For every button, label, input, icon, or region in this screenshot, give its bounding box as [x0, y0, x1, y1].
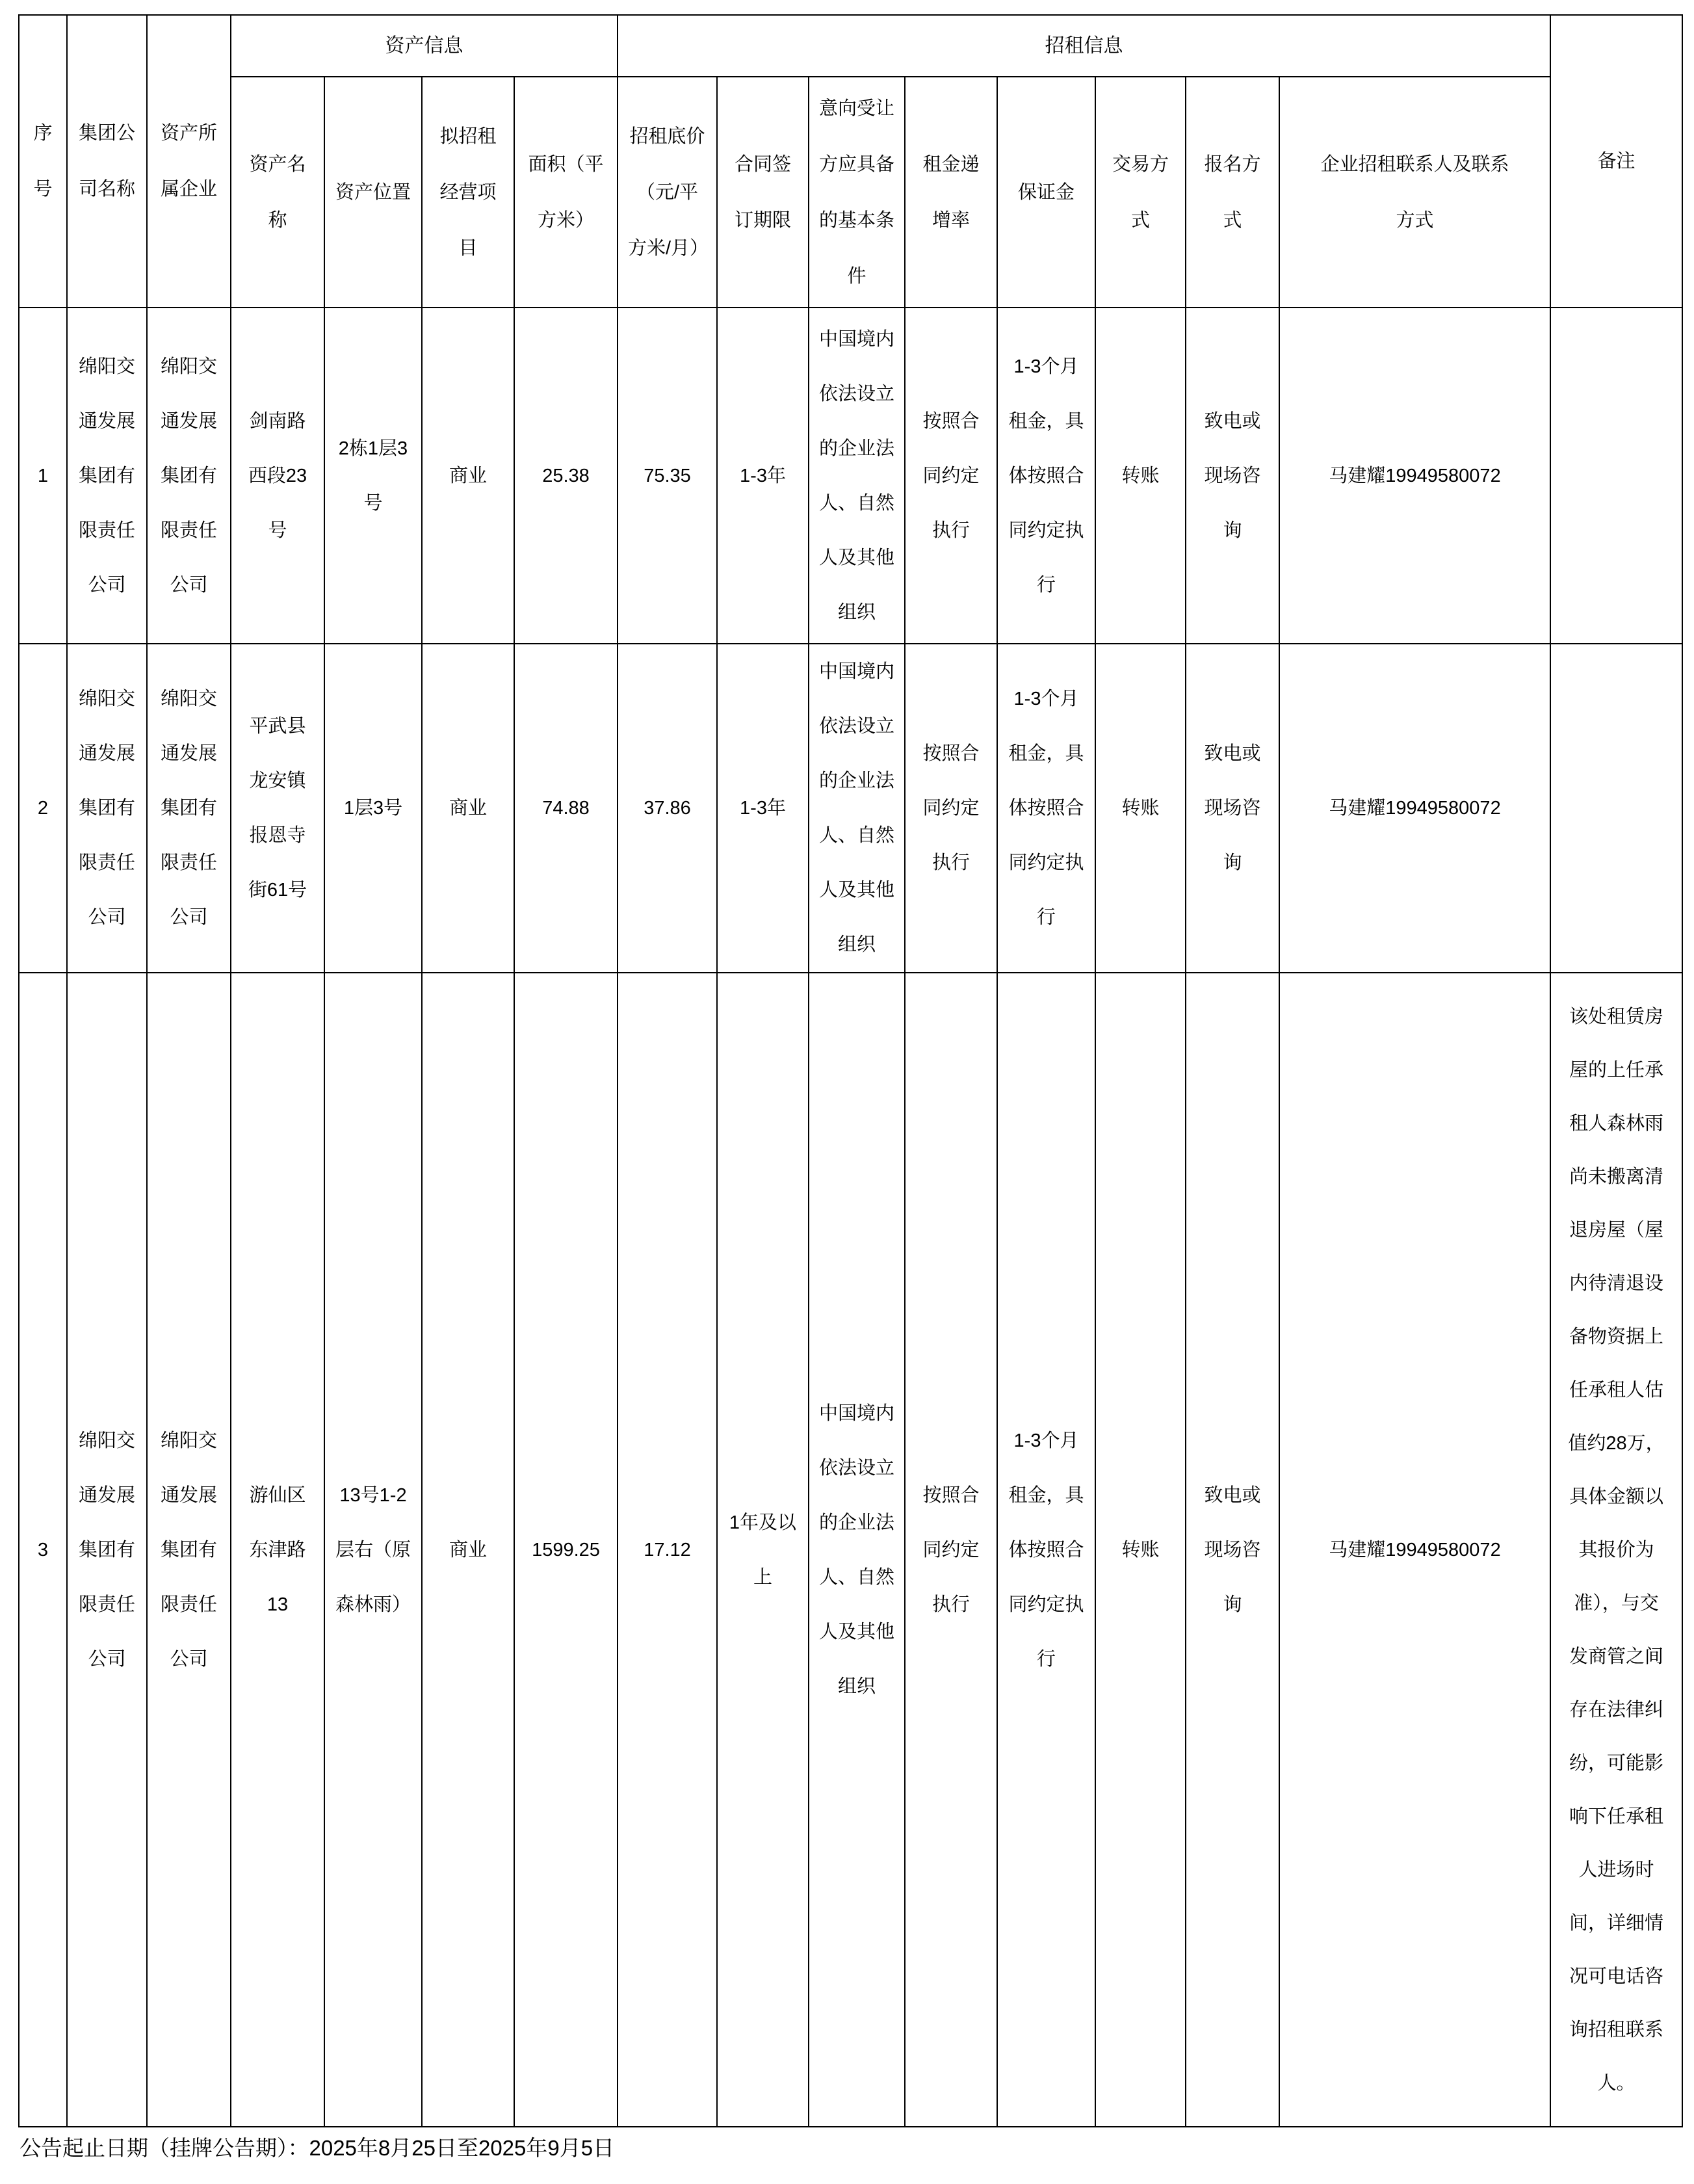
cell-transaction-method: 转账: [1095, 644, 1186, 973]
header-row-groups: [19, 15, 1682, 77]
cell-contract-term: 1年及以上: [717, 973, 809, 2127]
cell-base-price: 17.12: [618, 973, 717, 2127]
header-remarks: 备注: [1550, 15, 1682, 308]
cell-deposit: 1-3个月租金，具体按照合同约定执行: [997, 973, 1095, 2127]
cell-tenant-conditions: 中国境内依法设立的企业法人、自然人及其他组织: [809, 644, 905, 973]
cell-asset-name: 剑南路西段23号: [231, 308, 324, 644]
table-row: [19, 973, 1682, 2127]
header-base-price: 招租底价（元/平方米/月）: [618, 77, 717, 308]
cell-asset-location: 1层3号: [324, 644, 422, 973]
header-tenant-conditions: 意向受让方应具备的基本条件: [809, 77, 905, 308]
notice-period-text: 公告起止日期（挂牌公告期）：2025年8月25日至2025年9月5日: [20, 2136, 615, 2160]
header-business-type: 拟招租经营项目: [422, 77, 514, 308]
cell-owner-company: 绵阳交通发展集团有限责任公司: [147, 644, 231, 973]
cell-deposit: 1-3个月租金，具体按照合同约定执行: [997, 644, 1095, 973]
cell-group-company: 绵阳交通发展集团有限责任公司: [67, 308, 147, 644]
cell-owner-company: 绵阳交通发展集团有限责任公司: [147, 308, 231, 644]
header-contract-term: 合同签订期限: [717, 77, 809, 308]
header-area: 面积（平方米）: [514, 77, 618, 308]
cell-transaction-method: 转账: [1095, 308, 1186, 644]
cell-contact: 马建耀19949580072: [1279, 644, 1550, 973]
cell-owner-company: 绵阳交通发展集团有限责任公司: [147, 973, 231, 2127]
cell-seq: 1: [19, 308, 67, 644]
header-owner-company: 资产所属企业: [147, 15, 231, 308]
header-rent-increase: 租金递增率: [905, 77, 997, 308]
cell-contract-term: 1-3年: [717, 308, 809, 644]
header-leasing-info-group: 招租信息: [618, 15, 1550, 77]
cell-remarks: [1550, 308, 1682, 644]
cell-rent-increase: 按照合同约定执行: [905, 973, 997, 2127]
cell-contact: 马建耀19949580072: [1279, 973, 1550, 2127]
cell-base-price: 37.86: [618, 644, 717, 973]
cell-group-company: 绵阳交通发展集团有限责任公司: [67, 644, 147, 973]
cell-base-price: 75.35: [618, 308, 717, 644]
header-row-columns: [19, 77, 1682, 308]
cell-signup-method: 致电或现场咨询: [1186, 973, 1279, 2127]
cell-area: 74.88: [514, 644, 618, 973]
cell-seq: 3: [19, 973, 67, 2127]
header-asset-name: 资产名称: [231, 77, 324, 308]
header-transaction-method: 交易方式: [1095, 77, 1186, 308]
cell-business-type: 商业: [422, 973, 514, 2127]
cell-contact: 马建耀19949580072: [1279, 308, 1550, 644]
cell-business-type: 商业: [422, 308, 514, 644]
cell-asset-location: 13号1-2层右（原森林雨）: [324, 973, 422, 2127]
header-deposit: 保证金: [997, 77, 1095, 308]
cell-asset-location: 2栋1层3号: [324, 308, 422, 644]
cell-tenant-conditions: 中国境内依法设立的企业法人、自然人及其他组织: [809, 308, 905, 644]
cell-rent-increase: 按照合同约定执行: [905, 308, 997, 644]
cell-remarks: [1550, 644, 1682, 973]
cell-asset-name: 平武县龙安镇报恩寺街61号: [231, 644, 324, 973]
cell-rent-increase: 按照合同约定执行: [905, 644, 997, 973]
cell-transaction-method: 转账: [1095, 973, 1186, 2127]
cell-seq: 2: [19, 644, 67, 973]
cell-area: 1599.25: [514, 973, 618, 2127]
cell-asset-name: 游仙区东津路13: [231, 973, 324, 2127]
cell-group-company: 绵阳交通发展集团有限责任公司: [67, 973, 147, 2127]
header-asset-location: 资产位置: [324, 77, 422, 308]
cell-business-type: 商业: [422, 644, 514, 973]
table-row: [19, 308, 1682, 644]
cell-remarks: 该处租赁房屋的上任承租人森林雨尚未搬离清退房屋（屋内待清退设备物资据上任承租人估值约28万，具体金额以其报价为准），与交发商管之间存在法律纠纷，可能影响下任承租人进场时间，详细情况可电话咨询招租联系人。: [1550, 973, 1682, 2127]
cell-signup-method: 致电或现场咨询: [1186, 308, 1279, 644]
cell-signup-method: 致电或现场咨询: [1186, 644, 1279, 973]
cell-deposit: 1-3个月租金，具体按照合同约定执行: [997, 308, 1095, 644]
lease-table: [18, 14, 1683, 2127]
header-group-company: 集团公司名称: [67, 15, 147, 308]
header-signup-method: 报名方式: [1186, 77, 1279, 308]
header-asset-info-group: 资产信息: [231, 15, 618, 77]
header-contact: 企业招租联系人及联系方式: [1279, 77, 1550, 308]
cell-contract-term: 1-3年: [717, 644, 809, 973]
cell-tenant-conditions: 中国境内依法设立的企业法人、自然人及其他组织: [809, 973, 905, 2127]
cell-area: 25.38: [514, 308, 618, 644]
table-row: [19, 644, 1682, 973]
header-seq: 序号: [19, 15, 67, 308]
